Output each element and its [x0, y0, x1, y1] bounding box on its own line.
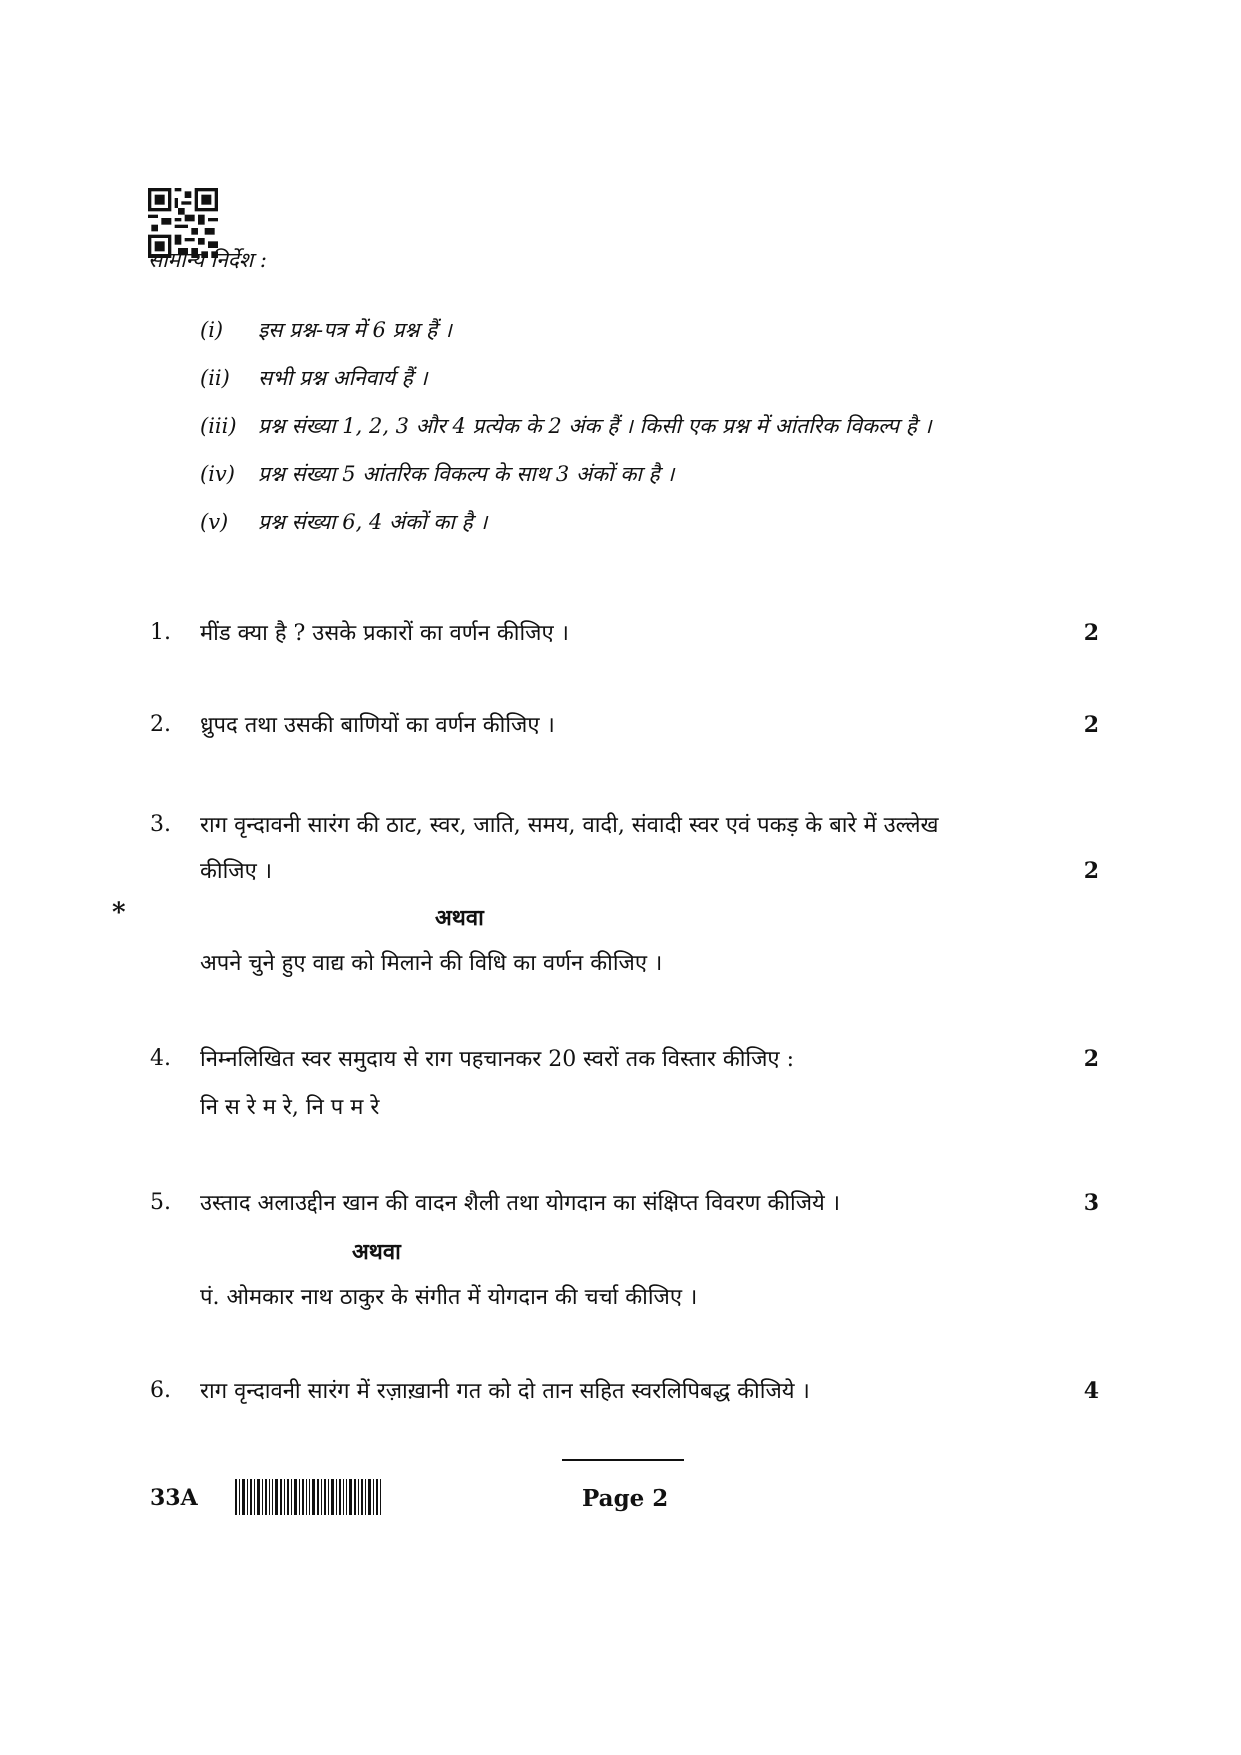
instruction-item: [200, 364, 427, 392]
instruction-text: इस प्रश्न-पत्र में 6 प्रश्न हैं ।: [258, 318, 452, 342]
question-number: 5.: [150, 1190, 171, 1215]
question-text: राग वृन्दावनी सारंग की ठाट, स्वर, जाति, समय, वादी, संवादी स्वर एवं पकड़ के बारे में उल्लेख: [200, 813, 939, 838]
question-text-continued: कीजिए ।: [200, 859, 273, 884]
question-text: मींड क्या है ? उसके प्रकारों का वर्णन कीजिए ।: [200, 621, 569, 646]
page-number: Page 2: [582, 1485, 669, 1512]
question-text: निम्नलिखित स्वर समुदाय से राग पहचानकर 20 स्वरों तक विस्तार कीजिए :: [200, 1047, 795, 1072]
question-number: 3.: [150, 812, 171, 837]
question-text: उस्ताद अलाउद्दीन खान की वादन शैली तथा योगदान का संक्षिप्त विवरण कीजिये ।: [200, 1191, 841, 1216]
question-number: 6.: [150, 1378, 171, 1403]
instruction-number: (v): [200, 510, 229, 534]
instruction-number: (iii): [200, 414, 237, 438]
swar-notation: नि स रे म रे, नि प म रे: [200, 1095, 380, 1120]
instruction-number: (ii): [200, 366, 230, 390]
instruction-item: [200, 412, 932, 440]
asterisk-mark: *: [112, 898, 126, 928]
instruction-number: (i): [200, 318, 224, 342]
question-marks: 2: [1083, 858, 1099, 884]
instruction-text: प्रश्न संख्या 1, 2, 3 और 4 प्रत्येक के 2 अंक हैं । किसी एक प्रश्न में आंतरिक विकल्प है ।: [258, 414, 932, 438]
question-marks: 3: [1083, 1190, 1099, 1216]
end-divider: [562, 1459, 684, 1461]
or-label: अथवा: [435, 905, 484, 931]
question-marks: 2: [1083, 620, 1099, 646]
instruction-item: [200, 316, 452, 344]
alternative-question-text: अपने चुने हुए वाद्य को मिलाने की विधि का वर्णन कीजिए ।: [200, 951, 663, 976]
alternative-question-text: पं. ओमकार नाथ ठाकुर के संगीत में योगदान की चर्चा कीजिए ।: [200, 1285, 698, 1310]
question-marks: 4: [1083, 1378, 1099, 1404]
instruction-item: [200, 460, 674, 488]
instruction-text: सभी प्रश्न अनिवार्य हैं ।: [258, 366, 428, 390]
question-marks: 2: [1083, 1046, 1099, 1072]
question-marks: 2: [1083, 712, 1099, 738]
instruction-text: प्रश्न संख्या 5 आंतरिक विकल्प के साथ 3 अंकों का है ।: [258, 462, 675, 486]
instruction-number: (iv): [200, 462, 235, 486]
general-instructions-title: सामान्य निर्देश :: [148, 248, 267, 272]
question-number: 4.: [150, 1046, 171, 1071]
question-number: 2.: [150, 712, 171, 737]
instruction-text: प्रश्न संख्या 6, 4 अंकों का है ।: [258, 510, 488, 534]
instruction-item: [200, 508, 487, 536]
or-label: अथवा: [352, 1239, 401, 1265]
barcode-icon: [235, 1479, 381, 1515]
question-text: ध्रुपद तथा उसकी बाणियों का वर्णन कीजिए ।: [200, 713, 555, 738]
question-number: 1.: [150, 620, 171, 645]
paper-code: 33A: [150, 1485, 198, 1511]
question-text: राग वृन्दावनी सारंग में रज़ाख़ानी गत को दो तान सहित स्वरलिपिबद्ध कीजिये ।: [200, 1379, 810, 1404]
